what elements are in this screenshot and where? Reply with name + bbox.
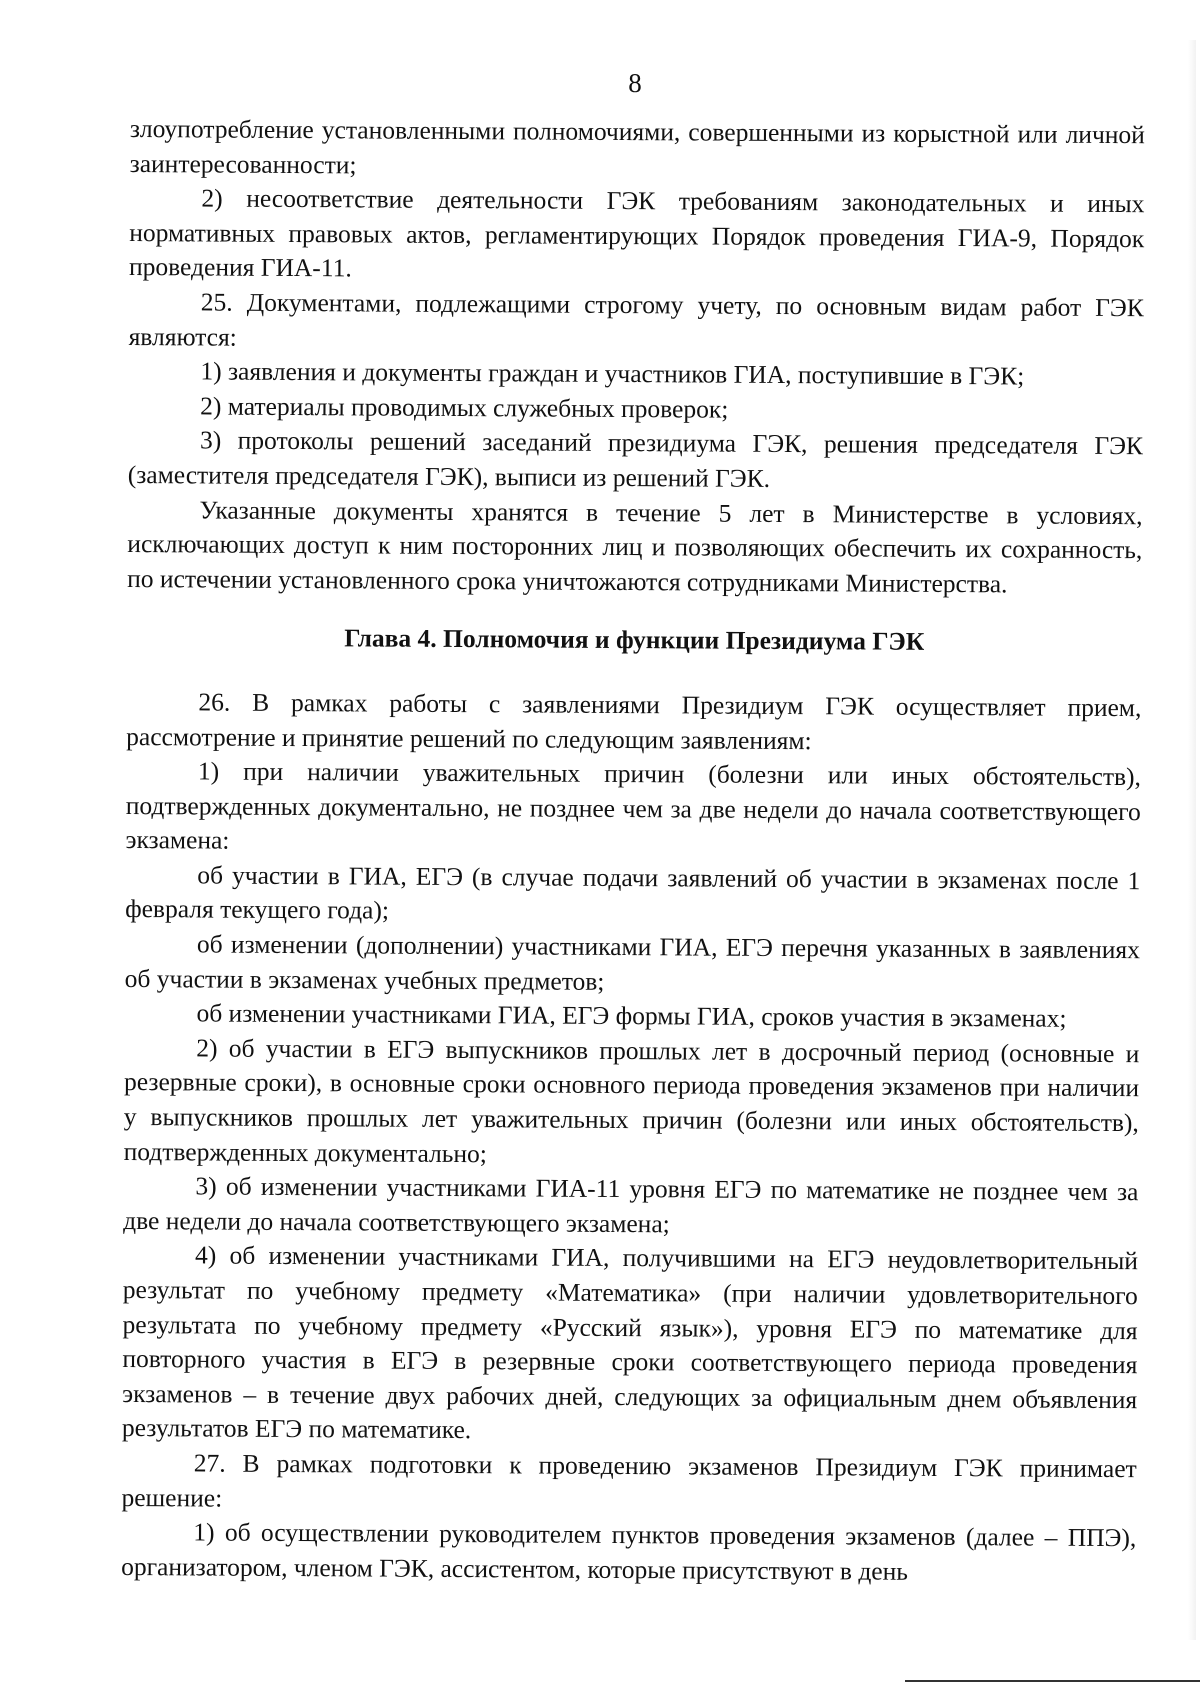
document-body bbox=[121, 112, 1145, 1591]
paragraph: 2) материалы проводимых служебных проверок; bbox=[200, 391, 729, 424]
paragraph: 1) заявления и документы граждан и участников ГИА, поступившие в ГЭК; bbox=[200, 356, 1025, 391]
paragraph: 27. В рамках подготовки к проведению экзаменов Президиум ГЭК принимает решение: bbox=[121, 1448, 1137, 1513]
footer-rule bbox=[905, 1680, 1200, 1682]
paragraph: 2) об участии в ЕГЭ выпускников прошлых лет в досрочный период (основные и резервные сроки), в основные сроки основного периода проведения экзаменов при наличии у выпускников прошлых лет уважительных причин (болезни или иных обстоятельств), подтвержденных документально; bbox=[123, 1033, 1140, 1168]
paragraph: об изменении участниками ГИА, ЕГЭ формы ГИА, сроков участия в экзаменах; bbox=[196, 998, 1067, 1033]
paragraph: об изменении (дополнении) участниками ГИА, ЕГЭ перечня указанных в заявлениях об участии в экзаменах учебных предметов; bbox=[124, 929, 1140, 996]
paragraph: 2) несоответствие деятельности ГЭК требованиям законодательных и иных нормативных правовых актов, регламентирующих Порядок проведения ГИА-9, Порядок проведения ГИА-11. bbox=[128, 183, 1145, 283]
paragraph: Указанные документы хранятся в течение 5 лет в Министерстве в условиях, исключающих доступ к ним посторонних лиц и позволяющих обеспечить их сохранность, по истечении установленного срока уничтожаются сотрудниками Министерства. bbox=[127, 494, 1143, 599]
paragraph: 25. Документами, подлежащими строгому учету, по основным видам работ ГЭК являются: bbox=[128, 287, 1144, 352]
chapter-heading: Глава 4. Полномочия и функции Президиума ГЭК bbox=[344, 623, 925, 657]
paragraph: 26. В рамках работы с заявлениями Президиум ГЭК осуществляет прием, рассмотрение и принятие решений по следующим заявлениям: bbox=[126, 687, 1142, 755]
paragraph: 3) об изменении участниками ГИА-11 уровня ЕГЭ по математике не позднее чем за две недели до начала соответствующего экзамена; bbox=[123, 1171, 1139, 1239]
scan-edge-shadow bbox=[1188, 40, 1196, 1640]
paragraph: 4) об изменении участниками ГИА, получившими на ЕГЭ неудовлетворительный результат по учебному предмету «Математика» (при наличии удовлетворительного результата по учебному предмету «Русский язык»), уровня ЕГЭ по математике для повторного участия в ЕГЭ в резервные сроки соответствующего периода проведения экзаменов – в течение двух рабочих дней, следующих за официальным днем объявления результатов ЕГЭ по математике. bbox=[121, 1240, 1139, 1445]
paragraph: злоупотребление установленными полномочиями, совершенными из корыстной или личной заинтересованности; bbox=[129, 113, 1145, 179]
paragraph: об участии в ГИА, ЕГЭ (в случае подачи заявлений об участии в экзаменах после 1 февраля текущего года); bbox=[125, 860, 1141, 926]
paragraph: 1) при наличии уважительных причин (болезни или иных обстоятельств), подтвержденных документально, не позднее чем за две недели до начала соответствующего экзамена: bbox=[125, 756, 1142, 855]
paragraph: 3) протоколы решений заседаний президиума ГЭК, решения председателя ГЭК (заместителя председателя ГЭК), выписи из решений ГЭК. bbox=[127, 425, 1144, 493]
page-number: 8 bbox=[628, 68, 642, 98]
paragraph: 1) об осуществлении руководителем пунктов проведения экзаменов (далее – ППЭ), организатором, членом ГЭК, ассистентом, которые присутствуют в день bbox=[121, 1517, 1137, 1586]
